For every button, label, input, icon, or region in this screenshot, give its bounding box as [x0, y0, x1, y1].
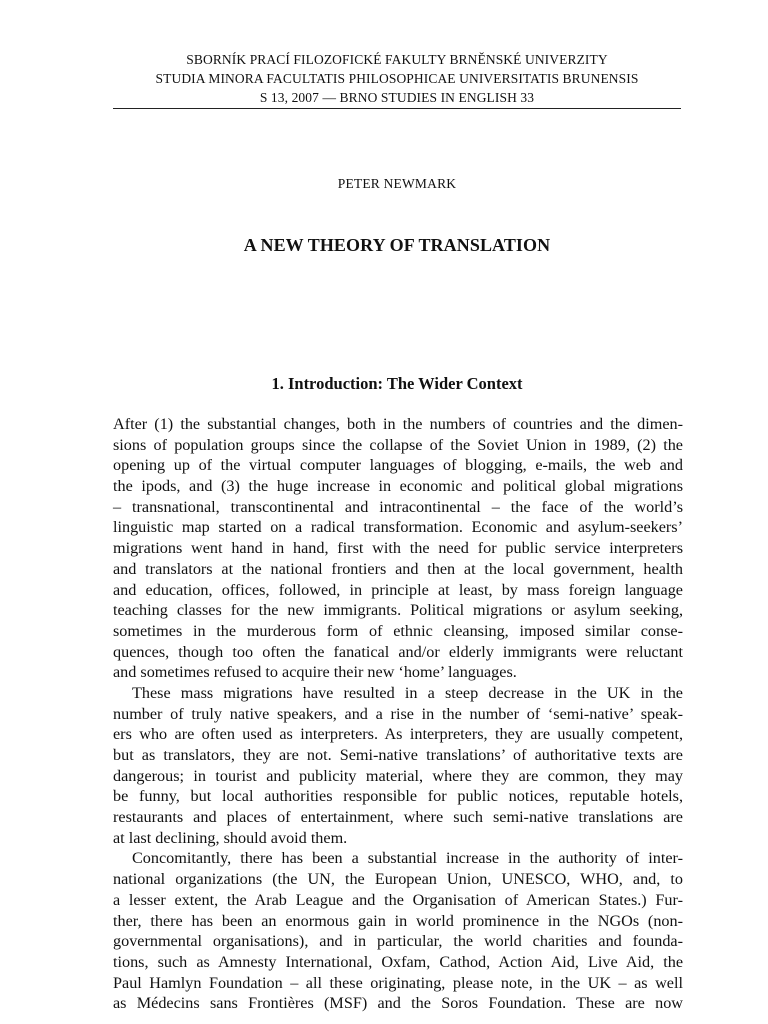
- text-line: opening up of the virtual computer languages of blogging, e-mails, the web and: [113, 456, 683, 475]
- text-line: governmental organisations), and in particular, the world charities and founda-: [113, 932, 683, 951]
- text-line: but as translators, they are not. Semi-native translations’ of authoritative texts are: [113, 746, 683, 764]
- body-text: [113, 414, 683, 1014]
- running-head-line-3: S 13, 2007 — BRNO STUDIES IN ENGLISH 33: [259, 90, 535, 105]
- text-line: and sometimes refused to acquire their new ‘home’ languages.: [113, 663, 517, 682]
- text-line: dangerous; in tourist and publicity material, where they are common, they may: [113, 766, 683, 785]
- text-line: – transnational, transcontinental and intracontinental – the face of the world’s: [113, 497, 683, 516]
- author-name: PETER NEWMARK: [337, 176, 457, 191]
- paragraph-1: [113, 414, 683, 683]
- text-line: and education, offices, followed, in principle at least, by mass foreign language: [113, 580, 683, 599]
- article-title: A NEW THEORY OF TRANSLATION: [243, 235, 551, 255]
- text-line: sometimes in the murderous form of ethnic cleansing, imposed similar conse-: [113, 621, 683, 640]
- text-line: restaurants and places of entertainment, where such semi-native translations are: [113, 808, 683, 827]
- paragraph-3: [113, 848, 683, 1014]
- text-line: teaching classes for the new immigrants. Political migrations or asylum seeking,: [113, 601, 683, 620]
- text-line: and translators at the national frontiers and then at the local government, health: [113, 559, 683, 578]
- text-line: quences, though too often the fanatical and/or elderly immigrants were reluctant: [113, 642, 683, 661]
- section-heading: 1. Introduction: The Wider Context: [271, 374, 523, 393]
- header-divider: [113, 108, 681, 109]
- text-line: a lesser extent, the Arab League and the Organisation of American States.) Fur-: [113, 890, 683, 909]
- text-line: be funny, but local authorities responsible for public notices, reputable hotels,: [113, 787, 683, 806]
- text-line: Concomitantly, there has been a substantial increase in the authority of inter-: [132, 849, 683, 868]
- text-line: Paul Hamlyn Foundation – all these originating, please note, in the UK – as well: [113, 973, 683, 992]
- text-line: linguistic map started on a radical transformation. Economic and asylum-seekers’: [113, 518, 683, 537]
- text-line: ther, there has been an enormous gain in world prominence in the NGOs (non-: [113, 911, 683, 930]
- text-line: sions of population groups since the collapse of the Soviet Union in 1989, (2) the: [113, 435, 683, 454]
- running-head: [113, 50, 681, 107]
- text-line: national organizations (the UN, the European Union, UNESCO, WHO, and, to: [113, 870, 683, 889]
- text-line: at last declining, should avoid them.: [113, 828, 348, 847]
- running-head-line-1: SBORNÍK PRACÍ FILOZOFICKÉ FAKULTY BRNĚNSKÉ UNIVERZITY: [186, 52, 608, 67]
- running-head-line-2: STUDIA MINORA FACULTATIS PHILOSOPHICAE UNIVERSITATIS BRUNENSIS: [155, 71, 639, 86]
- text-line: tions, such as Amnesty International, Oxfam, Cathod, Action Aid, Live Aid, the: [113, 952, 683, 971]
- text-line: the ipods, and (3) the huge increase in economic and political global migrations: [113, 477, 683, 496]
- text-line: These mass migrations have resulted in a steep decrease in the UK in the: [132, 683, 683, 702]
- text-line: as Médecins sans Frontières (MSF) and the Soros Foundation. These are now: [113, 994, 683, 1013]
- text-line: migrations went hand in hand, first with the need for public service interpreters: [113, 539, 683, 558]
- text-line: number of truly native speakers, and a rise in the number of ‘semi-native’ speak-: [113, 704, 683, 723]
- text-line: ers who are often used as interpreters. As interpreters, they are usually competent,: [113, 725, 683, 744]
- paragraph-2: [113, 683, 683, 849]
- text-line: After (1) the substantial changes, both in the numbers of countries and the dimen-: [113, 415, 683, 433]
